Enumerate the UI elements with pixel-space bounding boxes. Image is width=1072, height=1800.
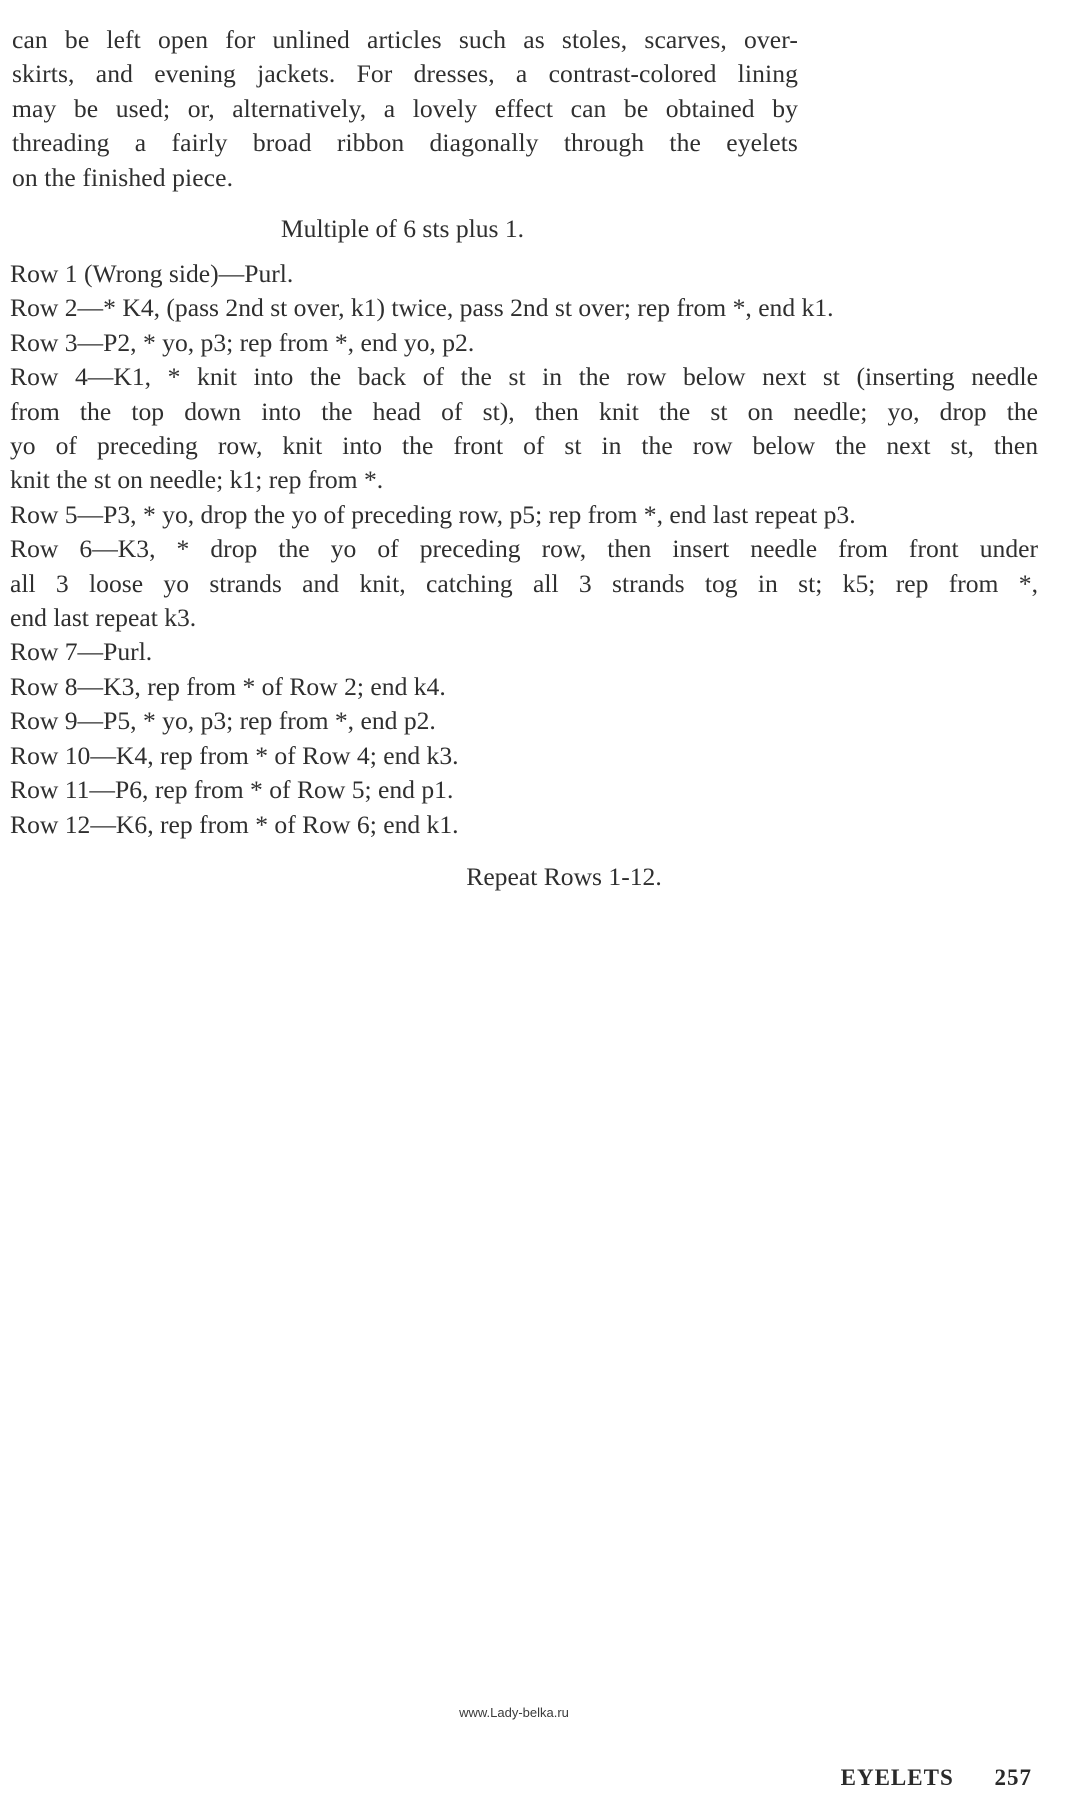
row-line: Row 11—P6, rep from * of Row 5; end p1. — [10, 775, 454, 805]
pattern-row — [10, 704, 1038, 738]
pattern-row — [10, 360, 1038, 498]
row-line: Row 5—P3, * yo, drop the yo of preceding row, p5; rep from *, end last repeat p3. — [10, 499, 856, 529]
pattern-row — [10, 773, 1038, 807]
row-line: Row 1 (Wrong side)—Purl. — [10, 259, 294, 288]
pattern-row — [10, 635, 1038, 669]
intro-line: can be left open for unlined articles such as stoles, scarves, over- — [12, 25, 798, 54]
row-line: all 3 loose yo strands and knit, catching all 3 strands tog in st; k5; rep from *, — [10, 568, 1038, 598]
pattern-row — [10, 498, 1038, 532]
row-line: Row 2—* K4, (pass 2nd st over, k1) twice, pass 2nd st over; rep from *, end k1. — [10, 293, 834, 323]
intro-line: skirts, and evening jackets. For dresses, a contrast-colored lining — [12, 59, 798, 89]
pattern-row — [10, 670, 1038, 704]
pattern-rows — [10, 257, 1038, 842]
row-line: Row 8—K3, rep from * of Row 2; end k4. — [10, 671, 446, 701]
intro-line: threading a fairly broad ribbon diagonally through the eyelets — [12, 128, 798, 158]
watermark-text: www.Lady-belka.ru — [459, 1705, 569, 1720]
row-line: from the top down into the head of st), then knit the st on needle; yo, drop the — [10, 396, 1038, 426]
repeat-instruction — [0, 860, 1072, 894]
watermark-url — [0, 1705, 1072, 1720]
pattern-row — [10, 326, 1038, 360]
pattern-row — [10, 808, 1038, 842]
row-line: yo of preceding row, knit into the front of st in the row below the next st, then — [10, 431, 1038, 461]
intro-line: on the finished piece. — [12, 162, 234, 192]
page-number: 257 — [994, 1765, 1032, 1790]
row-line: Row 6—K3, * drop the yo of preceding row, then insert needle from front under — [10, 534, 1038, 564]
row-line: Row 3—P2, * yo, p3; rep from *, end yo, p2. — [10, 327, 475, 357]
row-line: Row 9—P5, * yo, p3; rep from *, end p2. — [10, 706, 436, 736]
pattern-row — [10, 257, 1038, 291]
row-line: Row 4—K1, * knit into the back of the st in the row below next st (inserting needle — [10, 362, 1038, 392]
stitch-multiple: Multiple of 6 sts plus 1. — [280, 214, 525, 243]
row-line: Row 7—Purl. — [10, 637, 153, 667]
pattern-row — [10, 291, 1038, 325]
row-line: end last repeat k3. — [10, 603, 197, 633]
pattern-row — [10, 739, 1038, 773]
repeat-text: Repeat Rows 1-12. — [466, 862, 662, 891]
pattern-row — [10, 532, 1038, 635]
intro-line: may be used; or, alternatively, a lovely effect can be obtained by — [12, 93, 798, 123]
row-line: Row 10—K4, rep from * of Row 4; end k3. — [10, 740, 459, 770]
intro-paragraph — [12, 23, 798, 195]
row-line: knit the st on needle; k1; rep from *. — [10, 465, 384, 495]
section-title: EYELETS — [840, 1765, 954, 1790]
row-line: Row 12—K6, rep from * of Row 6; end k1. — [10, 809, 459, 839]
page-footer — [841, 1765, 1032, 1791]
